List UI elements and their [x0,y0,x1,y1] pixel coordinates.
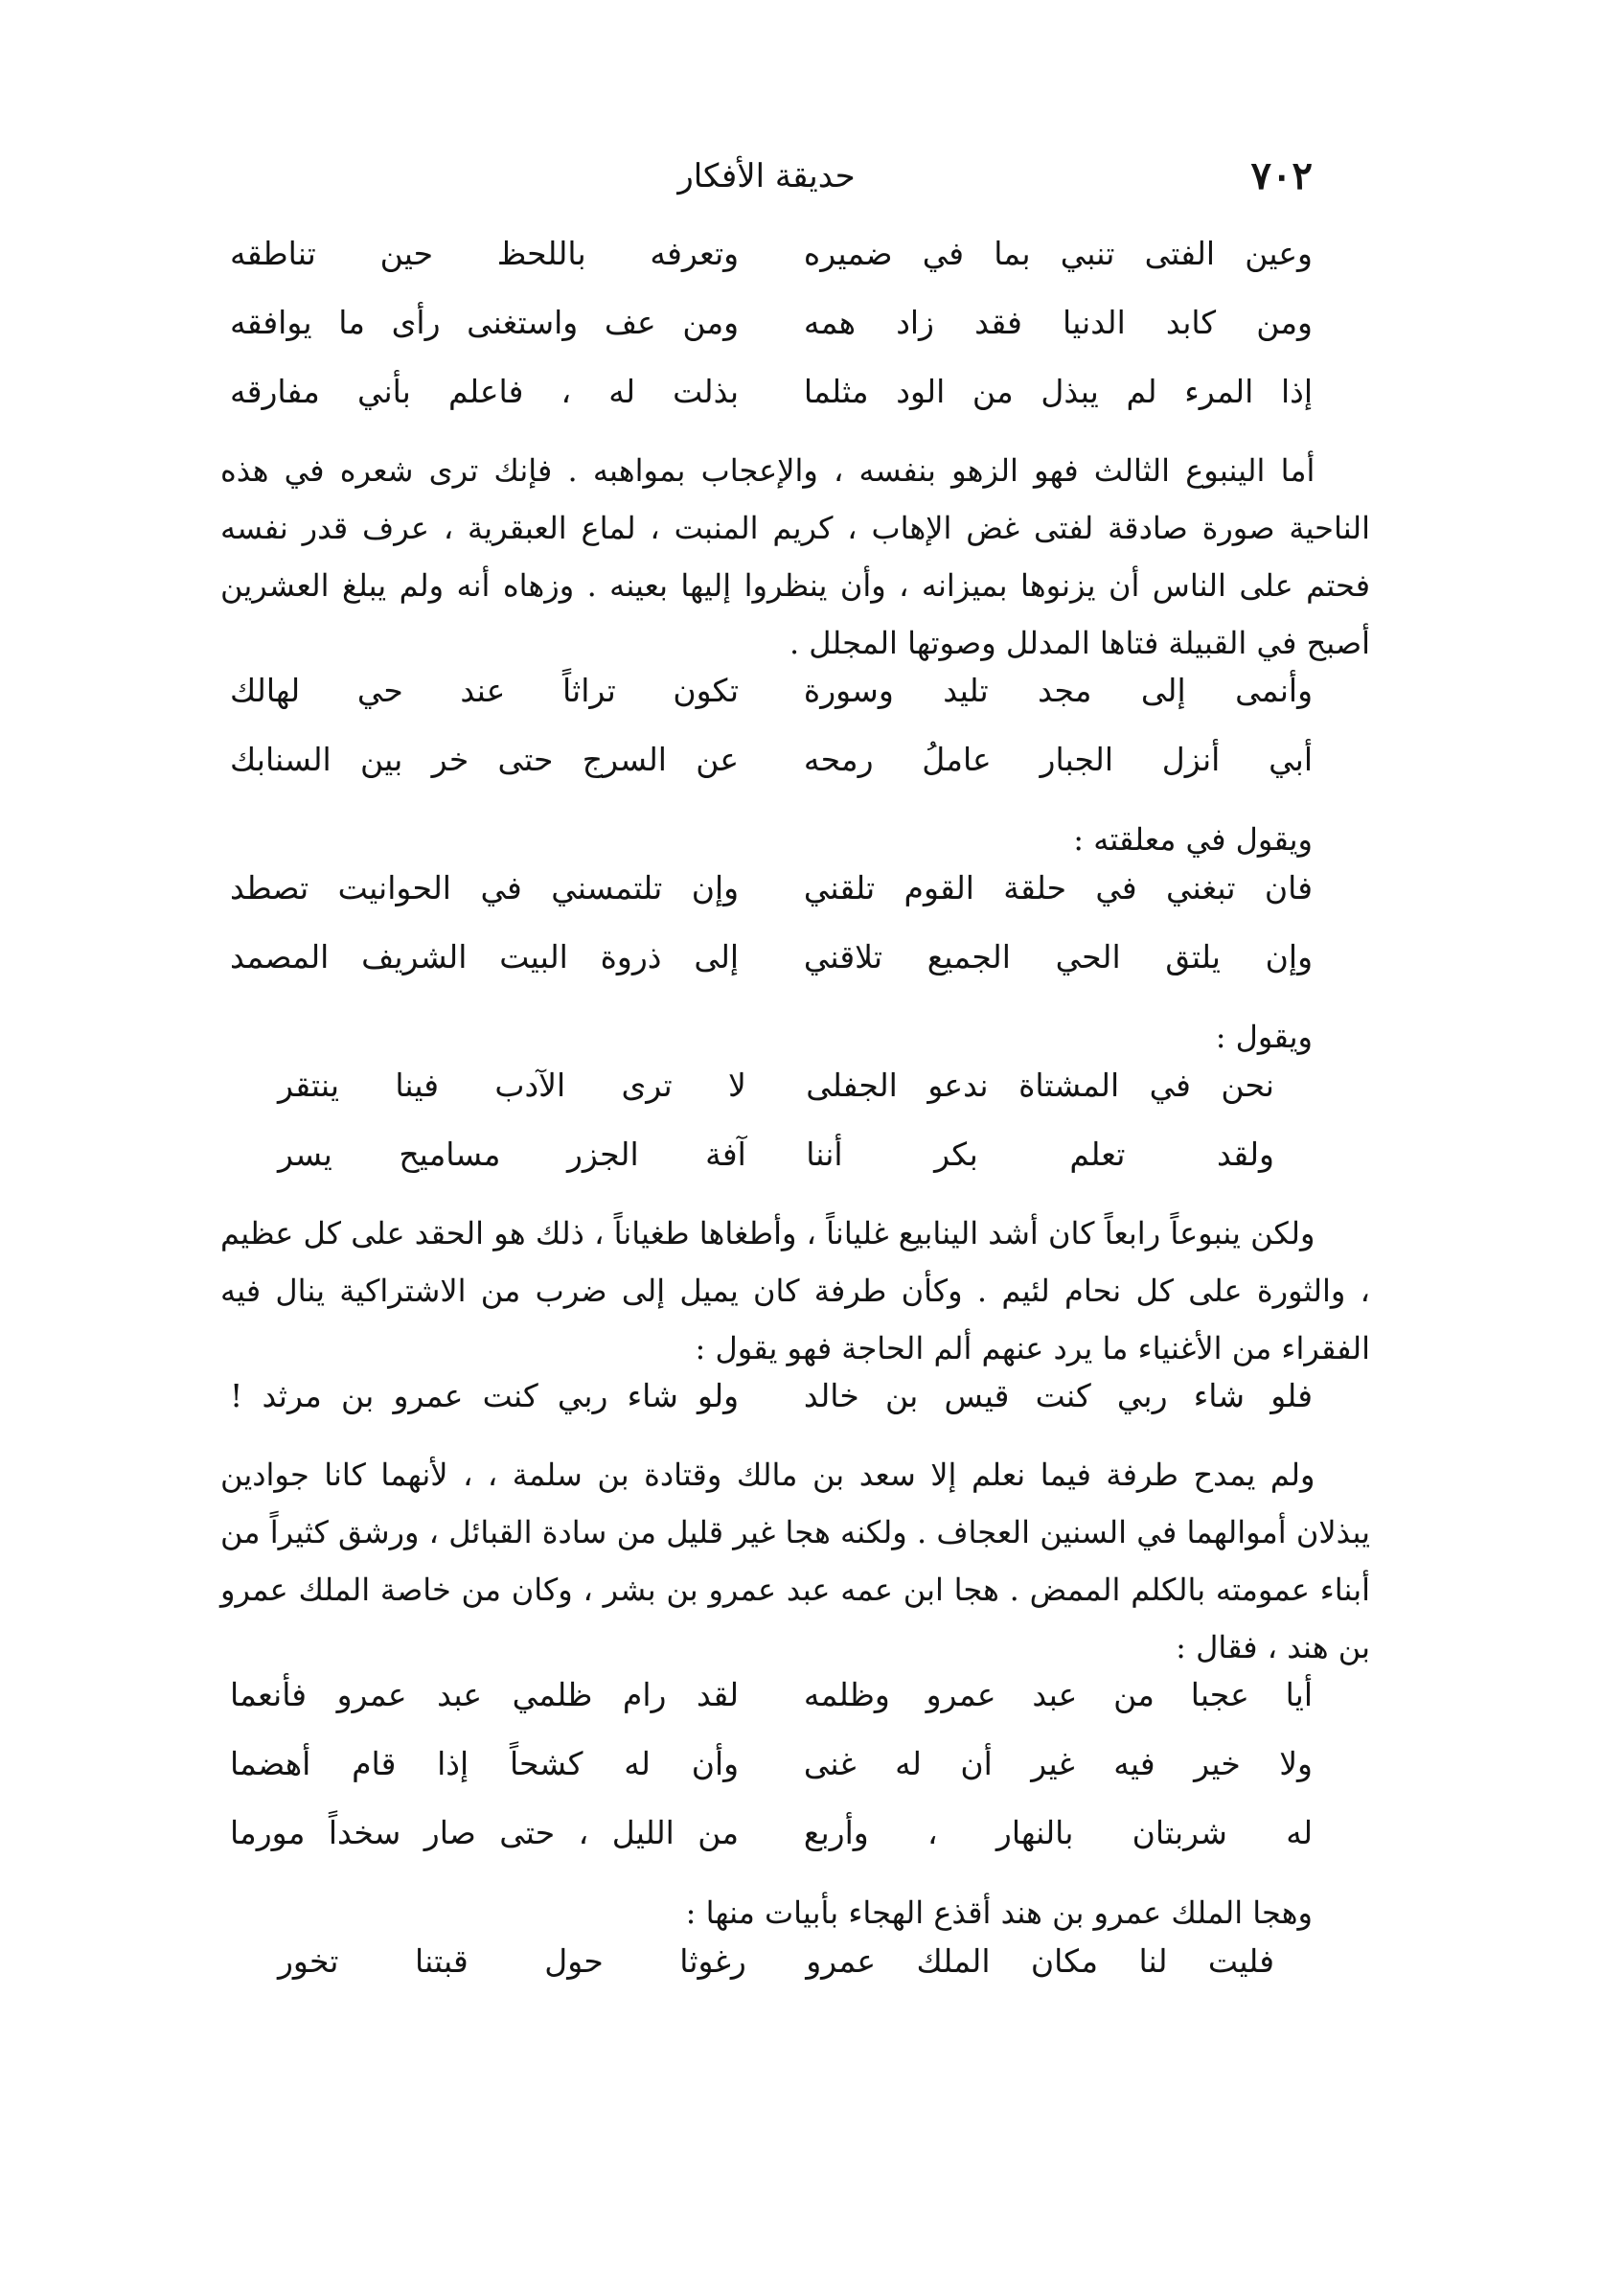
verse-second-hemistich: بذلت له ، فاعلم بأني مفارقه [230,373,740,410]
verse-first-hemistich: وإن يلتق الحي الجميع تلاقني [803,938,1313,975]
verse-line [220,1067,1370,1136]
verse-first-hemistich: له شربتان بالنهار ، وأربع [803,1814,1313,1851]
verse-second-hemistich: عن السرج حتى خر بين السنابك [230,741,740,778]
verse-line [220,869,1370,938]
verse-first-hemistich: إذا المرء لم يبذل من الود مثلما [803,373,1313,410]
verse-second-hemistich: من الليل ، حتى صار سخداً مورما [230,1814,740,1851]
verse-second-hemistich: رغوثا حول قبتنا تخور [278,1942,746,1980]
verse-line [220,304,1370,373]
running-title: حديقة الأفكار [677,157,856,195]
verse-line [220,373,1370,442]
verse-line [220,938,1370,1007]
verse-second-hemistich: وإن تلتمسني في الحوانيت تصطد [230,869,740,907]
verse-second-hemistich: ومن عف واستغنى رأى ما يوافقه [230,304,740,341]
verse-line [220,235,1370,304]
page-number: ٧٠٢ [1250,153,1313,198]
verse-first-hemistich: وأنمى إلى مجد تليد وسورة [803,672,1313,709]
verse-line [220,1942,1370,2011]
verse-first-hemistich: نحن في المشتاة ندعو الجفلى [806,1067,1274,1104]
verse-line [220,741,1370,810]
verse-first-hemistich: ولقد تعلم بكر أننا [806,1136,1274,1173]
verse-first-hemistich: فان تبغني في حلقة القوم تلقني [803,869,1313,907]
verse-first-hemistich: ولا خير فيه غير أن له غنى [803,1745,1313,1782]
verse-first-hemistich: فليت لنا مكان الملك عمرو [806,1942,1274,1980]
verse-line [220,1745,1370,1814]
verse-second-hemistich: وأن له كشحاً إذا قام أهضما [230,1745,740,1782]
verse-first-hemistich: ومن كابد الدنيا فقد زاد همه [803,304,1313,341]
verse-second-hemistich: لا ترى الآدب فينا ينتقر [278,1067,746,1104]
verse-second-hemistich: وتعرفه باللحظ حين تناطقه [230,235,740,272]
verse-line [220,1136,1370,1205]
verse-second-hemistich: آفة الجزر مساميح يسر [278,1136,746,1173]
prose-paragraph: ولم يمدح طرفة فيما نعلم إلا سعد بن مالك وقتادة بن سلمة ، ، لأنهما كانا جوادين يبذلان أموالهما في السنين العجاف . ولكنه هجا غير قليل من سادة القبائل ، ورشق كثيراً من أبناء عمومته بالكلم الممض . هجا ابن عمه عبد عمرو بن بشر ، وكان من خاصة الملك عمرو بن هند ، فقال : [220,1457,1370,1665]
verse-introduction: ويقول : [1215,1019,1313,1055]
verse-second-hemistich: لقد رام ظلمي عبد عمرو فأنعما [230,1676,740,1713]
verse-first-hemistich: فلو شاء ربي كنت قيس بن خالد [803,1377,1313,1414]
verse-line [220,672,1370,741]
verse-introduction: ويقول في معلقته : [1073,821,1313,858]
verse-second-hemistich: إلى ذروة البيت الشريف المصمد [230,938,740,975]
page-header [220,153,1313,211]
verse-first-hemistich: أبي أنزل الجبار عاملُ رمحه [803,741,1313,778]
verse-first-hemistich: وعين الفتى تنبي بما في ضميره [803,235,1313,272]
prose-paragraph: ولكن ينبوعاً رابعاً كان أشد الينابيع غلياناً ، وأطغاها طغياناً ، ذلك هو الحقد على كل عظيم ، والثورة على كل نحام لئيم . وكأن طرفة كان يميل إلى ضرب من الاشتراكية ينال فيه الفقراء من الأغنياء ما يرد عنهم ألم الحاجة فهو يقول : [220,1215,1370,1366]
verse-line [220,1814,1370,1883]
verse-line [220,1676,1370,1745]
verse-first-hemistich: أيا عجبا من عبد عمرو وظلمه [803,1676,1313,1713]
verse-line [220,1377,1370,1446]
page-body [220,235,1370,2011]
verse-second-hemistich: تكون تراثاً عند حي لهالك [230,672,740,709]
prose-paragraph: أما الينبوع الثالث فهو الزهو بنفسه ، والإعجاب بمواهبه . فإنك ترى شعره في هذه الناحية صورة صادقة لفتى غض الإهاب ، كريم المنبت ، لماع العبقرية ، عرف قدر نفسه فحتم على الناس أن يزنوها بميزانه ، وأن ينظروا إليها بعينه . وزهاه أنه ولم يبلغ العشرين أصبح في القبيلة فتاها المدلل وصوتها المجلل . [220,452,1370,661]
verse-introduction: وهجا الملك عمرو بن هند أقذع الهجاء بأبيات منها : [685,1894,1313,1931]
verse-second-hemistich: ولو شاء ربي كنت عمرو بن مرثد ! [230,1377,740,1414]
